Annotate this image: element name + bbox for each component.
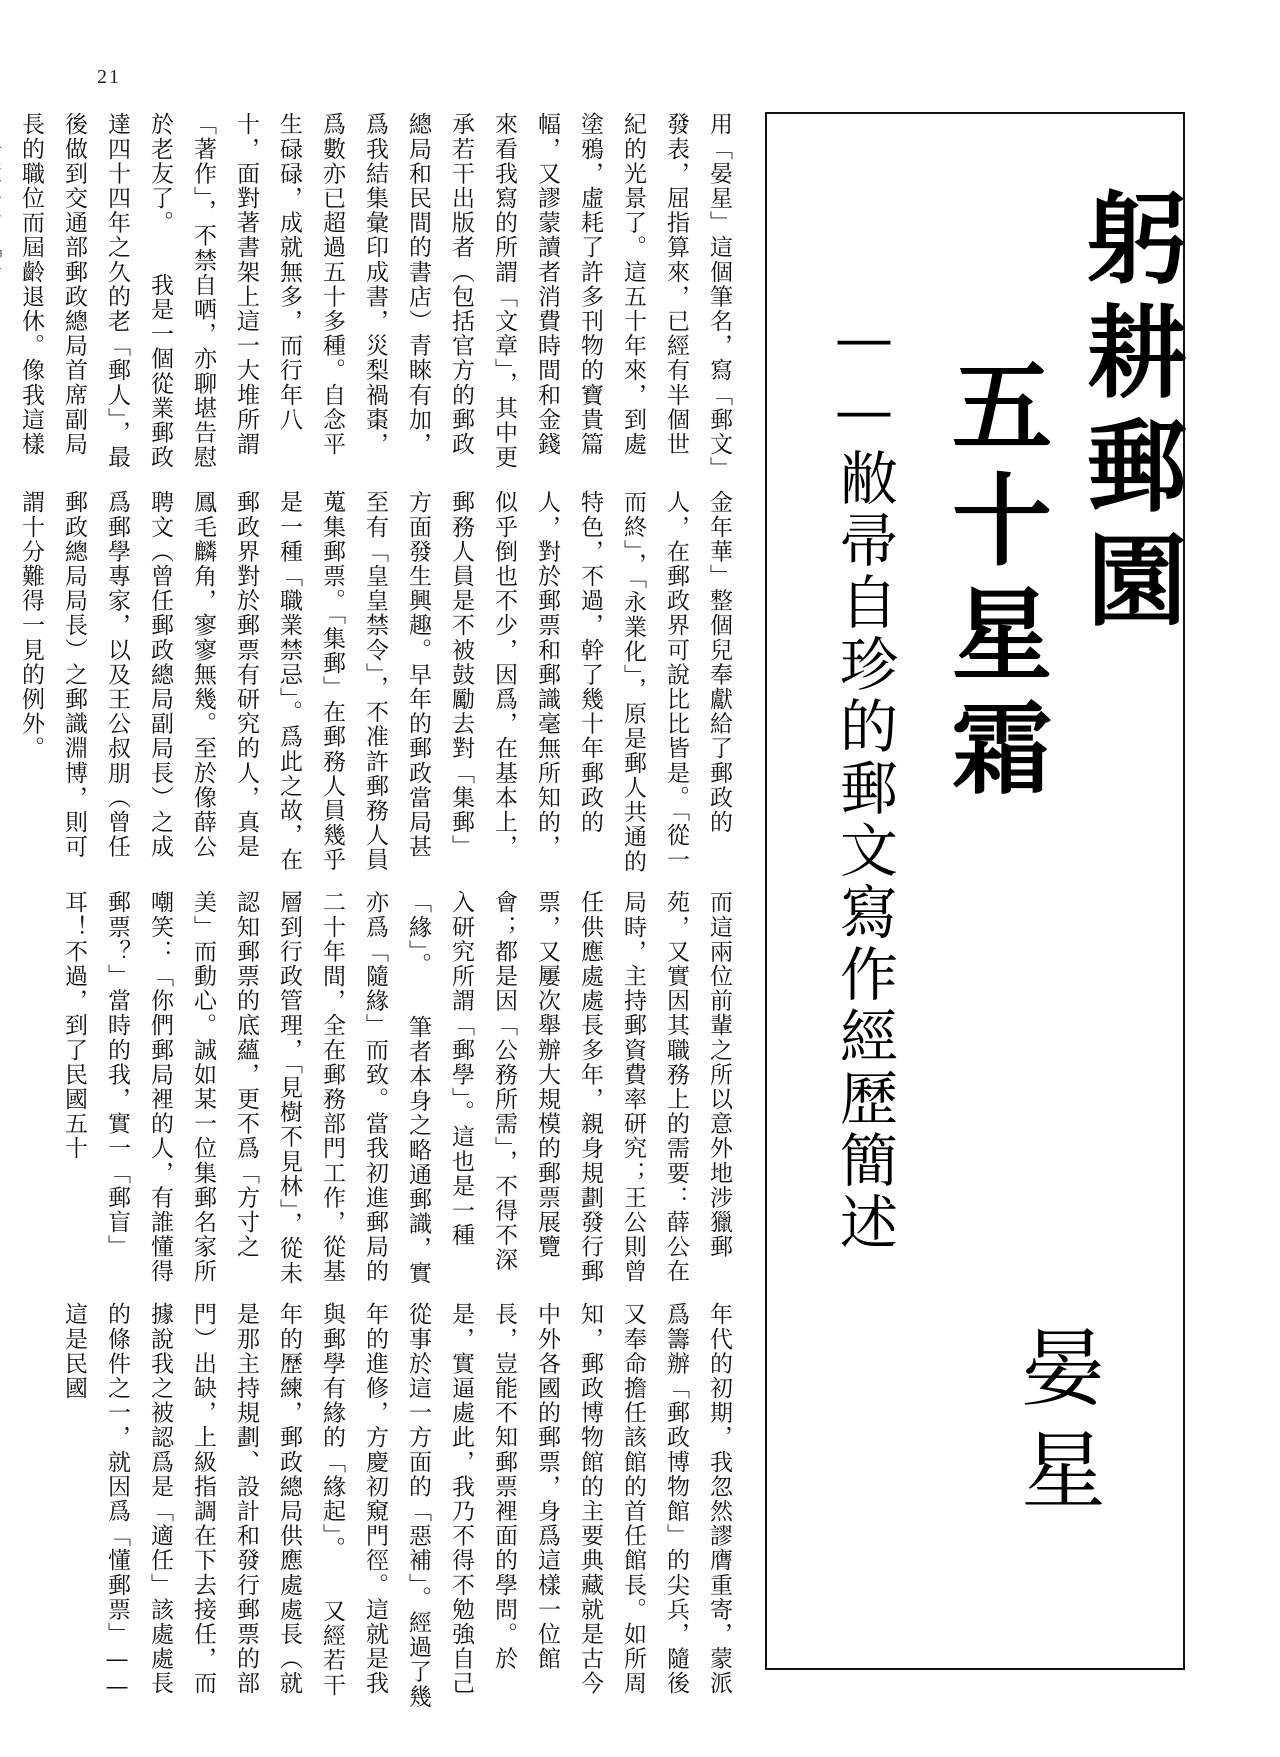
text-band-4 <box>61 1302 740 1712</box>
page-number: 21 <box>97 66 121 88</box>
text-band-1 <box>18 112 740 477</box>
text-band-2 <box>18 490 740 878</box>
body-text-block-3: 而這兩位前輩之所以意外地涉獵郵苑，又實因其職務上的需要：薛公在局時，主持郵資費率研究；王公則曾任供應處處長多年，親身規劃發行郵票，又屢次舉辦大規模的郵票展覽會；都是因「公務所需」，不得不深入研究所謂「郵學」。這也是一種「緣」。 筆者本身之略通郵識，實亦爲「隨緣」而致。當我初進郵局的二十年間，全在郵務部門工作，從基層到行政管理，「見樹不見林」，從未認知郵票的底蘊，更不爲「方寸之美」而動心。誠如某一位集郵名家所嘲笑：「你們郵局裡的人，有誰懂得郵票？」當時的我，實一「郵盲」耳！不過，到了民國五十 <box>61 890 732 1286</box>
body-text-block-2: 金年華」整個兒奉獻給了郵政的人，在郵政界可說比比皆是。「從一而終」，「永業化」，原是郵人共通的特色，不過，幹了幾十年郵政的人，對於郵票和郵識毫無所知的，似乎倒也不少，因爲，在基本上，郵務人員是不被鼓勵去對「集郵」方面發生興趣。早年的郵政當局甚至有「皇皇禁令」，不准許郵務人員蒐集郵票。「集郵」在郵務人員幾乎是一種「職業禁忌」。爲此之故，在郵政界對於郵票有研究的人，真是鳳毛麟角，寥寥無幾。至於像薛公聘文（曾任郵政總局副局長）之成爲郵學專家，以及王公叔朋（曾任郵政總局局長）之郵識淵博，則可謂十分難得一見的例外。 <box>18 490 732 874</box>
title-box <box>765 112 1188 1670</box>
title-line-1: 躬耕郵園 <box>1070 186 1188 642</box>
body-text-block-4: 年代的初期，我忽然謬膺重寄，蒙派爲籌辦「郵政博物館」的尖兵，隨後又奉命擔任該館的首任館長。如所周知，郵政博物館的主要典藏就是古今中外各國的郵票，身爲這樣一位館長，豈能不知郵票裡面的學問。於是，實逼處此，我乃不得不勉強自己從事於這一方面的「惡補」。經過了幾年的進修，方慶初窺門徑。這就是我與郵學有緣的「緣起」。 又經若干年的歷練，郵政總局供應處處長（就是那主持規劃、設計和發行郵票的部門）出缺，上級指調在下去接任，而據說我之被認爲是「適任」該處處長的條件之一，就因爲「懂郵票」——這是民國 <box>61 1302 732 1709</box>
subtitle: ——敝帚自珍的郵文寫作經歷簡述 <box>830 304 898 1254</box>
title-line-2: 五十星霜 <box>935 354 1053 810</box>
text-band-3 <box>61 890 740 1292</box>
author-name: 晏星 <box>1008 1324 1106 1528</box>
body-text-block-1: 用「晏星」這個筆名，寫「郵文」發表，屈指算來，已經有半個世紀的光景了。這五十年來，到處塗鴉，虛耗了許多刊物的寶貴篇幅，又謬蒙讀者消費時間和金錢來看我寫的所謂「文章」，其中更承若干出版者（包括官方的郵政總局和民間的書店）青睞有加，爲我結集彙印成書，災梨禍棗，爲數亦已超過五十多種。自念平生碌碌，成就無多，而行年八十，面對著書架上這一大堆所謂「著作」，不禁自哂，亦聊堪告慰於老友了。 我是一個從業郵政達四十四年之久的老「郵人」，最後做到交通部郵政總局首席副局長的職位而屆齡退休。像我這樣 <box>18 112 732 470</box>
